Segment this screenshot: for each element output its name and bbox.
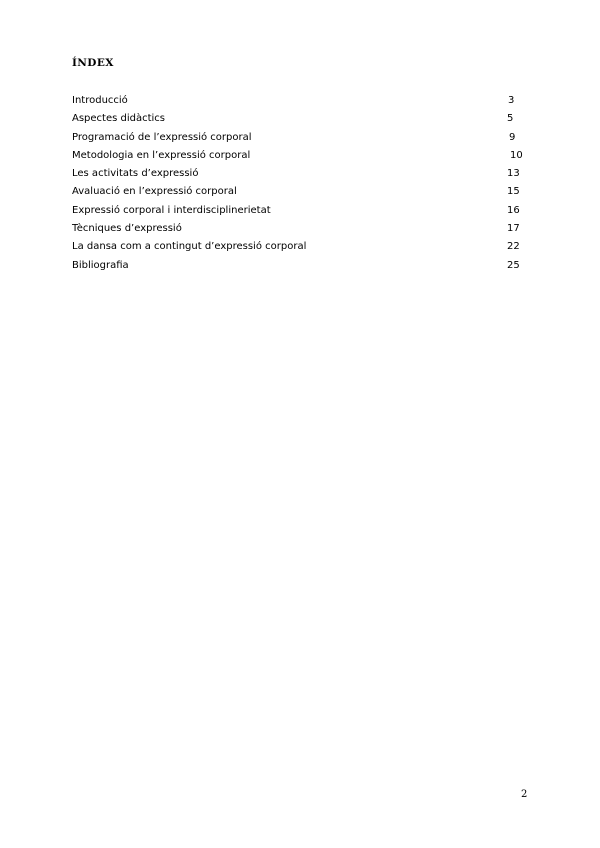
toc-entry-title: Bibliografia	[72, 259, 129, 271]
toc-entry-page: 10	[510, 149, 523, 161]
toc-entry-dansa[interactable]	[72, 238, 532, 256]
toc-entry-title: Metodologia en l’expressió corporal	[72, 149, 251, 161]
toc-entry-title: Expressió corporal i interdisciplinerietat	[72, 204, 271, 216]
toc-entry-bibliografia[interactable]	[72, 257, 532, 275]
toc-entry-page: 17	[507, 223, 520, 235]
toc-entry-page: 9	[509, 131, 516, 143]
toc-entry-interdisciplinerietat[interactable]	[72, 202, 532, 220]
page-number: 2	[521, 789, 528, 800]
toc-entry-title: Les activitats d’expressió	[72, 168, 199, 180]
toc-entry-page: 16	[507, 204, 520, 216]
toc-entry-metodologia[interactable]	[72, 147, 532, 165]
toc-entry-title: Programació de l’expressió corporal	[72, 131, 252, 143]
toc-entry-title: Introducció	[72, 95, 128, 106]
toc-entry-title: La dansa com a contingut d’expressió corporal	[72, 241, 307, 253]
table-of-contents	[72, 92, 532, 275]
toc-entry-avaluacio[interactable]	[72, 183, 532, 201]
toc-entry-activitats[interactable]	[72, 165, 532, 183]
index-heading: ÍNDEX	[72, 57, 114, 69]
toc-entry-title: Tècniques d’expressió	[72, 223, 182, 235]
toc-entry-page: 3	[508, 95, 515, 106]
toc-entry-introduccio[interactable]	[72, 92, 532, 110]
toc-entry-programacio[interactable]	[72, 129, 532, 147]
toc-entry-title: Avaluació en l’expressió corporal	[72, 186, 237, 198]
toc-entry-page: 22	[507, 241, 520, 253]
toc-entry-tecniques[interactable]	[72, 220, 532, 238]
toc-entry-page: 5	[507, 113, 514, 125]
toc-entry-page: 15	[507, 186, 520, 198]
toc-entry-aspectes-didactics[interactable]	[72, 110, 532, 128]
toc-entry-page: 13	[507, 168, 520, 180]
toc-entry-title: Aspectes didàctics	[72, 113, 166, 125]
toc-entry-page: 25	[507, 259, 520, 271]
